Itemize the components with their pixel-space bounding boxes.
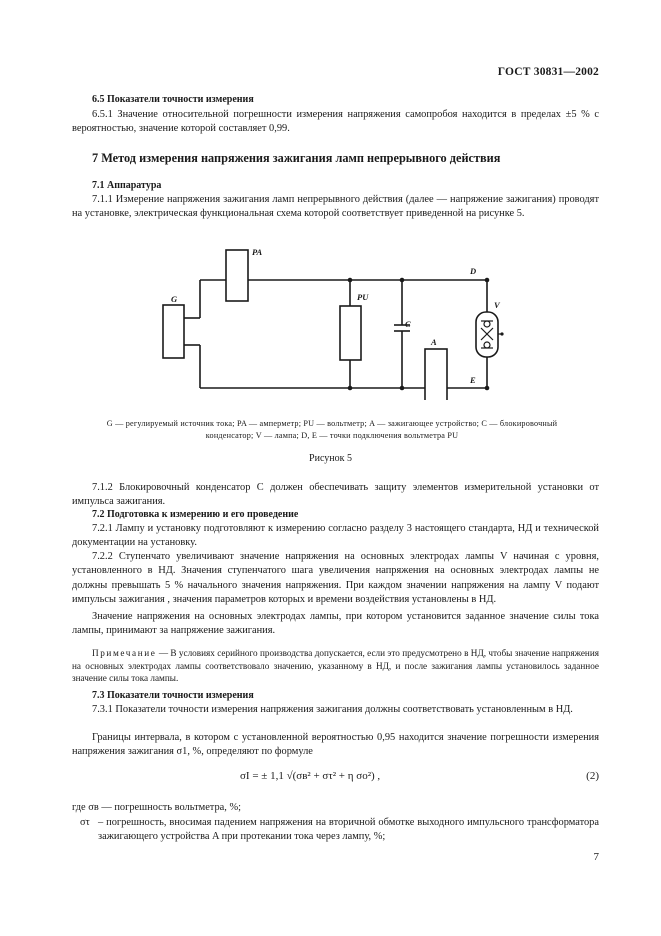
ammeter-pa-box — [226, 250, 248, 301]
note-label: Примечание — [92, 648, 157, 658]
paragraph-interval-bounds: Границы интервала, в котором с установленной вероятностью 0,95 находится значение погрешности измерения напряжения зажигания σ1, %, определяют по формуле — [72, 732, 599, 758]
junction-dot-e — [485, 386, 490, 391]
paragraph-7-1-1: 7.1.1 Измерение напряжения зажигания ламп непрерывного действия (далее — напряжение зажигания) проводят на установке, электрическая функциональная схема которой соответствует приведенной на рисунке 5. — [72, 194, 599, 220]
label-a: A — [431, 337, 437, 347]
source-g-box — [163, 305, 184, 358]
label-pa: PA — [252, 247, 263, 257]
label-e: E — [470, 375, 476, 385]
page-number: 7 — [593, 851, 599, 863]
label-d: D — [470, 266, 477, 276]
standard-header: ГОСТ 30831—2002 — [497, 66, 599, 78]
paragraph-6-5-1: 6.5.1 Значение относительной погрешности измерения напряжения самопробоя находится в пределах ±5 % с вероятностью, значение которой составляет 0,99. — [72, 109, 599, 135]
paragraph-ignition-value: Значение напряжения на основных электродах лампы, при котором установится заданное значение силы тока лампы, принимают за напряжение зажигания. — [72, 611, 599, 637]
definition-transformer-error: – погрешность, вносимая падением напряжения на вторичной обмотке выходного импульсного трансформатора зажигающего устройства A при протекании тока через лампу, %; — [98, 817, 599, 843]
junction-dot — [348, 278, 353, 283]
section-7-1-heading: 7.1 Аппаратура — [92, 180, 162, 191]
junction-dot-d — [485, 278, 490, 283]
label-g: G — [171, 294, 178, 304]
paragraph-7-2-1: 7.2.1 Лампу и установку подготовляют к измерению согласно разделу 3 настоящего стандарта, НД и технической документации на установку. — [72, 523, 599, 549]
section-7-heading: 7 Метод измерения напряжения зажигания ламп непрерывного действия — [92, 151, 501, 165]
junction-dot — [348, 386, 353, 391]
note-paragraph — [72, 647, 599, 685]
figure-title: Рисунок 5 — [309, 453, 352, 464]
section-7-2-heading: 7.2 Подготовка к измерению и его проведение — [92, 509, 299, 520]
formula-2: σI = ± 1,1 √(σв² + στ² + η σo²) , — [240, 770, 381, 782]
figure-caption-line2: конденсатор; V — лампа; D, E — точки подключения вольтметра PU — [205, 431, 459, 440]
section-7-3-heading: 7.3 Показатели точности измерения — [92, 690, 254, 701]
paragraph-7-1-2: 7.1.2 Блокировочный конденсатор C должен обеспечивать защиту элементов измерительной установки от импульса зажигания. — [72, 482, 599, 508]
formula-number: (2) — [586, 770, 599, 782]
voltmeter-pu-box — [340, 306, 361, 360]
paragraph-7-3-1: 7.3.1 Показатели точности измерения напряжения зажигания должны соответствовать установленным в НД. — [92, 704, 573, 715]
label-pu: PU — [357, 292, 369, 302]
note-text: — В условиях серийного производства допускается, если это предусмотрено в НД, чтобы значение напряжения на основных электродах лампы соответствовало значению, указанному в НД, и после зажигания лампы установилось заданное значение силы тока лампы. — [72, 648, 599, 684]
igniter-a-box — [425, 349, 447, 400]
definition-symbol: στ — [80, 817, 90, 828]
paragraph-7-2-2: 7.2.2 Ступенчато увеличивают значение напряжения на основных электродах лампы V начиная с уровня, установленного в НД. Значения ступенчатого шага увеличения напряжения на основных электродах лампы не должны превышать 5 % начального значения напряжения. При каждом значении напряжения на лампу V подают импульсы зажигания , значения параметров которых и времени воздействия установлены в НД. — [72, 551, 599, 606]
label-v: V — [494, 300, 500, 310]
figure-caption-line1: G — регулируемый источник тока; PA — амперметр; PU — вольтметр; A — зажигающее устройство; C — блокировочный — [106, 419, 558, 428]
label-c: C — [405, 319, 411, 329]
junction-dot — [400, 386, 405, 391]
junction-dot — [400, 278, 405, 283]
section-6-5-heading: 6.5 Показатели точности измерения — [92, 94, 254, 105]
circuit-diagram — [150, 240, 510, 400]
definition-voltmeter-error: где σв — погрешность вольтметра, %; — [72, 802, 242, 813]
